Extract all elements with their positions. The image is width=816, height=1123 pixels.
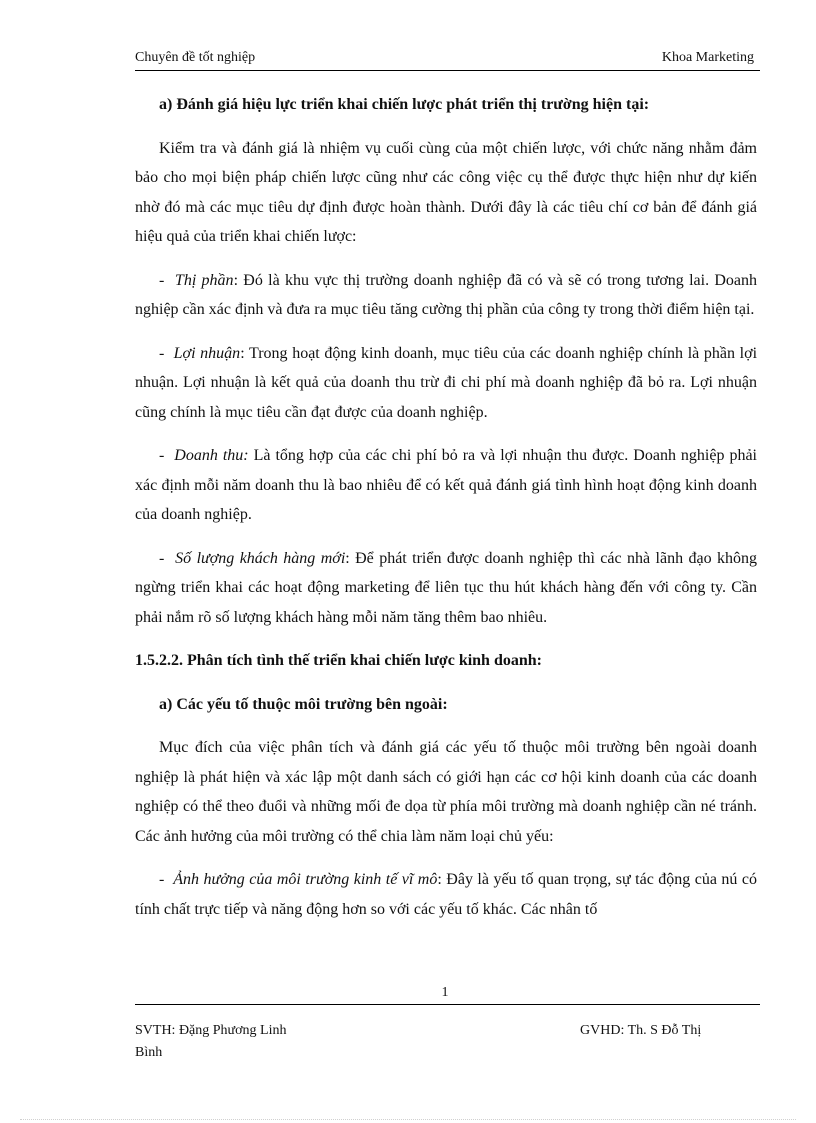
document-body	[135, 90, 757, 924]
page-header	[135, 50, 760, 71]
bullet-dash: -	[159, 271, 165, 289]
bullet-new-customers	[135, 544, 757, 633]
heading-a-external-factors: a) Các yếu tố thuộc môi trường bên ngoài:	[159, 695, 448, 713]
paragraph-evaluation-intro: Kiểm tra và đánh giá là nhiệm vụ cuối cùng của một chiến lược, với chức năng nhằm đảm bảo cho mọi biện pháp chiến lược cũng như các công việc cụ thể được thực hiện như dự kiến nhờ đó mà các mục tiêu dự định được hoàn thành. Dưới đây là các tiêu chí cơ bản để đánh giá hiệu quả của triển khai chiến lược:	[135, 139, 757, 245]
bullet-text: Là tổng hợp của các chi phí bỏ ra và lợi nhuận thu được. Doanh nghiệp phải xác định mỗi năm doanh thu là bao nhiêu để có kết quả đánh giá tình hình hoạt động kinh doanh của doanh nghiệp.	[135, 447, 757, 523]
bullet-term: Lợi nhuận	[173, 344, 241, 362]
header-right: Khoa Marketing	[661, 50, 754, 65]
bullet-text: : Đó là khu vực thị trường doanh nghiệp đã có và sẽ có trong tương lai. Doanh nghiệp cần xác định và đưa ra mục tiêu tăng cường thị phần của công ty trong thời điểm hiện tại.	[135, 271, 758, 318]
bullet-term: Số lượng khách hàng mới	[175, 549, 346, 567]
bullet-term: Doanh thu:	[174, 447, 249, 464]
bullet-dash: -	[159, 344, 165, 362]
bullet-term: Ảnh hưởng của môi trường kinh tế vĩ mô	[173, 871, 438, 888]
heading-a-evaluation: a) Đánh giá hiệu lực triển khai chiến lược phát triển thị trường hiện tại:	[159, 96, 650, 113]
bullet-term: Thị phần	[174, 271, 234, 289]
bullet-market-share	[135, 266, 757, 325]
bullet-text: : Trong hoạt động kinh doanh, mục tiêu của các doanh nghiệp chính là phần lợi nhuận. Lợi nhuận là kết quả của doanh thu trừ đi chi phí mà doanh nghiệp đã bỏ ra. Lợi nhuận cũng chính là mục tiêu cần đạt được của doanh nghiệp.	[135, 344, 758, 421]
bullet-dash: -	[159, 447, 165, 464]
bullet-dash: -	[159, 549, 165, 567]
footer-student-line1: SVTH: Đặng Phương Linh	[135, 1023, 287, 1038]
footer-student	[135, 1020, 287, 1064]
page-number: 1	[441, 985, 449, 1000]
footer-student-line2: Bình	[135, 1045, 163, 1060]
bullet-macro-economy	[135, 865, 757, 924]
header-left: Chuyên đề tốt nghiệp	[135, 50, 256, 65]
bullet-revenue	[135, 441, 757, 530]
bullet-profit	[135, 339, 757, 428]
heading-1-5-2-2: 1.5.2.2. Phân tích tình thế triển khai chiến lược kinh doanh:	[135, 652, 542, 669]
page-bottom-edge	[20, 1119, 796, 1120]
footer-divider	[135, 1004, 760, 1005]
bullet-dash: -	[159, 871, 165, 888]
bullet-text: : Để phát triển được doanh nghiệp thì các nhà lãnh đạo không ngừng triển khai các hoạt động marketing để liên tục thu hút khách hàng đến với công ty. Cần phải nắm rõ số lượng khách hàng mỗi năm tăng thêm bao nhiêu.	[135, 549, 758, 626]
paragraph-external-factors: Mục đích của việc phân tích và đánh giá các yếu tố thuộc môi trường bên ngoài doanh nghiệp là phát hiện và xác lập một danh sách có giới hạn các cơ hội kinh doanh của các doanh nghiệp có thể theo đuổi và những mối đe dọa từ phía môi trường mà doanh nghiệp cần né tránh. Các ảnh hưởng của môi trường có thể chia làm năm loại chủ yếu:	[135, 739, 757, 845]
bullet-text: : Đây là yếu tố quan trọng, sự tác động của nú có tính chất trực tiếp và năng động hơn so với các yếu tố khác. Các nhân tố	[135, 871, 758, 918]
footer-advisor: GVHD: Th. S Đỗ Thị	[580, 1023, 702, 1038]
